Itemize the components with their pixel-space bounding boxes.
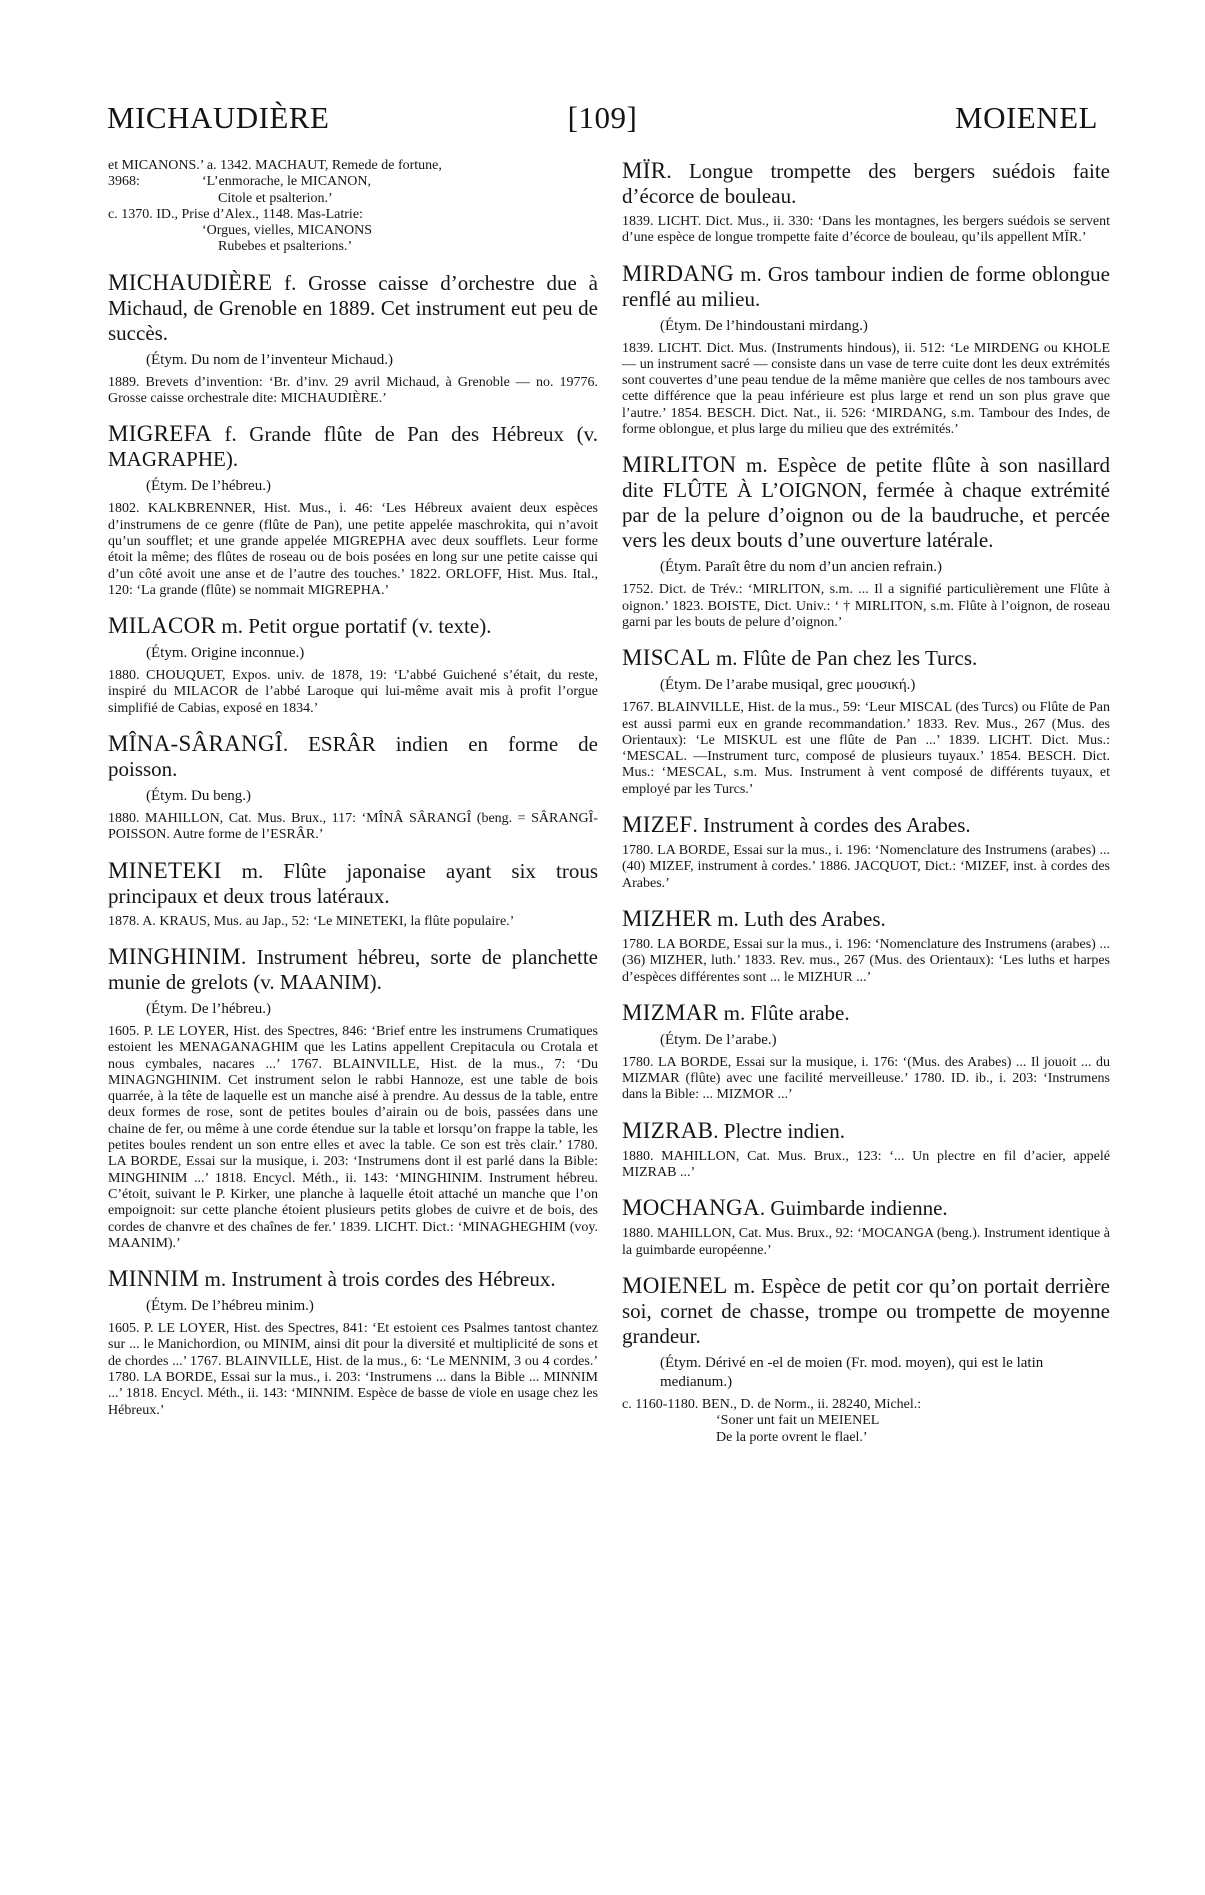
etymology: (Étym. De l’hébreu.) bbox=[146, 1000, 271, 1017]
entry-mirliton bbox=[622, 452, 1110, 631]
quoted-verse bbox=[622, 1413, 1110, 1429]
citations: 1880. MAHILLON, Cat. Mus. Brux., 117: ‘MÎNÂ SÂRANGÎ (beng. = SÂRANGÎ-POISSON. Autre forme de l’ESRÂR.’ bbox=[108, 811, 598, 843]
headword: MINNIM bbox=[108, 1266, 200, 1292]
definition: m. Espèce de petit cor qu’on portait derrière soi, cornet de chasse, trompe ou trompette de moyenne grandeur. bbox=[622, 1273, 1110, 1348]
entry-head bbox=[622, 645, 1110, 671]
entry-head bbox=[108, 731, 598, 782]
citations: 1780. LA BORDE, Essai sur la mus., i. 196: ‘Nomenclature des Instrumens (arabes) ... (40) MIZEF, instrument à cordes.’ 1886. JACQUOT, Dict.: ‘MIZEF, inst. à cordes des Arabes.’ bbox=[622, 843, 1110, 891]
definition: m. Flûte japonaise ayant six trous principaux et deux trous latéraux. bbox=[108, 858, 598, 908]
continuation-block bbox=[108, 158, 598, 256]
definition: . Longue trompette des bergers suédois faite d’écorce de bouleau. bbox=[622, 159, 1110, 208]
etymology: (Étym. De l’hindoustani mirdang.) bbox=[660, 317, 868, 334]
running-head-right: MOIENEL bbox=[955, 100, 1098, 135]
entry-mir bbox=[622, 158, 1110, 247]
entry-head bbox=[622, 158, 1110, 209]
entry-head bbox=[108, 858, 598, 909]
citations: c. 1160-1180. BEN., D. de Norm., ii. 28240, Michel.: bbox=[622, 1396, 922, 1412]
citations: 1767. BLAINVILLE, Hist. de la mus., 59: ‘Leur MISCAL (des Turcs) ou Flûte de Pan est aussi parmi eux en grande recommandation.’ 1833. Rev. Mus., 267 (Mus. des Orientaux): ‘Le MISKUL est une flûte de Pan ...’ 1839. LICHT. Dict. Mus.: ‘MESCAL. —Instrument turc, composé de plusieurs tuyaux.’ 1854. BESCH. Dict. Mus.: ‘MESCAL, s.m. Mus. Instrument à vent composé de différents tuyaux, et employé par les Turcs.’ bbox=[622, 700, 1110, 797]
entry-mizef bbox=[622, 812, 1110, 892]
quoted-verse bbox=[622, 1430, 1110, 1446]
citations: 1802. KALKBRENNER, Hist. Mus., i. 46: ‘Les Hébreux avaient deux espèces d’instrumens de ce genre (flûte de Pan), une petite appelée maschrokita, qui n’avoit qu’un soufflet; et une grande appelée MIGREPHA avec deux soufflets. Leur forme étoit la même; des flûtes de roseau ou de bois posées en long sur une petite caisse qui d’un côté avoit une anse et de l’autre des touches.’ 1822. ORLOFF, Hist. Mus. Ital., 120: ‘La grande (flûte) se nommait MIGREPHA.’ bbox=[108, 501, 598, 598]
continuation-line: c. 1370. ID., Prise d’Alex., 1148. Mas-Latrie: bbox=[108, 206, 363, 222]
verse-line: Rubebes et psalterions.’ bbox=[218, 239, 353, 255]
entry-moienel bbox=[622, 1273, 1110, 1446]
entry-mizmar bbox=[622, 1000, 1110, 1104]
definition: . Guimbarde indienne. bbox=[759, 1196, 948, 1221]
running-head-left: MICHAUDIÈRE bbox=[107, 100, 330, 135]
headword: MIZHER bbox=[622, 905, 712, 931]
definition: m. Flûte arabe. bbox=[718, 1000, 850, 1025]
headword: MIZRAB bbox=[622, 1117, 714, 1143]
entry-head bbox=[622, 906, 1110, 932]
citations: 1605. P. LE LOYER, Hist. des Spectres, 846: ‘Brief entre les instrumens Crumatiques estoient les MENAGANAGHIM que les Latins appellent Crepitacula ou Crotala et nous cymbales, nacares ...’ 1767. BLAINVILLE, Hist. de la mus., 7: ‘Du MINAGNGHINIM. Cet instrument selon le rabbi Hannoze, est une table de bois quarrée, à la tête de laquelle est un manche aisé à prendre. Au dessus de la table, entre deux formes de rose, sont de petites boules d’airain ou de bois, passées dans une chaine de fer, ou même à une corde étendue sur la table et lorsqu’on frappe la table, les petites boules rendent un son entre elles et avec la table. Ce son est très clair.’ 1780. LA BORDE, Essai sur la musique, i. 203: ‘Instrumens dont il est parlé dans la Bible: MINGHINIM ...’ 1818. Encycl. Méth., ii. 143: ‘MINGHINIM. Instrument hébreu. C’étoit, suivant le P. Kirker, une planche à laquelle étoit attaché un manche que l’on empoignoit: sur cette planche étoient plusieurs petits globes de cuivre et de bois, des cordes de chanvre et des chaînes de fer.’ 1839. LICHT. Dict.: ‘MINAGHEGHIM (voy. MAANIM).’ bbox=[108, 1023, 598, 1251]
definition: m. Instrument à trois cordes des Hébreux. bbox=[199, 1267, 556, 1292]
citations: 1780. LA BORDE, Essai sur la mus., i. 196: ‘Nomenclature des Instrumens (arabes) ... (36) MIZHER, luth.’ 1833. Rev. mus., 267 (Mus. des Orientaux): ‘Les luths et harpes d’espèces différentes sont ... le MIZHUR ...’ bbox=[622, 936, 1110, 985]
headword: MINETEKI bbox=[108, 857, 222, 883]
definition: . Plectre indien. bbox=[713, 1118, 846, 1143]
headword: MIGREFA bbox=[108, 421, 212, 447]
citations: 1880. CHOUQUET, Expos. univ. de 1878, 19: ‘L’abbé Guichené s’était, du reste, inspiré du MILACOR de l’abbé Laroque qui lui-même avait mis à profit l’orgue simplifié de Cabias, exposé en 1834.’ bbox=[108, 668, 598, 716]
etymology: (Étym. De l’hébreu.) bbox=[146, 478, 271, 495]
headword: MOIENEL bbox=[622, 1272, 728, 1298]
entry-head bbox=[622, 1000, 1110, 1026]
entry-mochanga bbox=[622, 1195, 1110, 1259]
entry-mineteki bbox=[108, 858, 598, 930]
citations: 1880. MAHILLON, Cat. Mus. Brux., 123: ‘... Un plectre en fil d’acier, appelé MIZRAB ...’ bbox=[622, 1148, 1110, 1181]
entry-michaudiere bbox=[108, 270, 598, 408]
entry-mizrab bbox=[622, 1118, 1110, 1182]
entry-miscal bbox=[622, 645, 1110, 798]
headword: MIRDANG bbox=[622, 260, 734, 286]
entry-mina-sarangi bbox=[108, 731, 598, 844]
headword: MÏR bbox=[622, 158, 667, 183]
entry-mirdang bbox=[622, 261, 1110, 439]
entry-head bbox=[622, 261, 1110, 312]
continuation-line-prefix: 3968: bbox=[108, 174, 140, 190]
verse-line: De la porte ovrent le flael.’ bbox=[716, 1429, 868, 1445]
headword: MOCHANGA bbox=[622, 1195, 760, 1221]
headword: MÎNA-SÂRANGÎ bbox=[108, 731, 283, 757]
continuation-line: et MICANONS.’ a. 1342. MACHAUT, Remede de fortune, bbox=[108, 158, 442, 173]
headword: MIZEF bbox=[622, 812, 693, 838]
entry-mizher bbox=[622, 906, 1110, 986]
entry-minghinim bbox=[108, 944, 598, 1252]
etymology: (Étym. Origine inconnue.) bbox=[146, 645, 305, 662]
headword: MICHAUDIÈRE bbox=[108, 269, 273, 295]
definition: . Instrument hébreu, sorte de planchette munie de grelots (v. MAANIM). bbox=[108, 944, 598, 994]
entry-head bbox=[622, 1195, 1110, 1221]
citations: 1780. LA BORDE, Essai sur la musique, i. 176: ‘(Mus. des Arabes) ... Il jouoit ... du MIZMAR (flûte) avec une facilité merveilleuse.’ 1780. ID. ib., i. 203: ‘Instrumens dans la Bible: ... MIZMOR ...’ bbox=[622, 1054, 1110, 1103]
continuation-verse-line bbox=[108, 239, 598, 255]
headword: MINGHINIM bbox=[108, 943, 242, 969]
verse-line: ‘Soner unt fait un MEIENEL bbox=[716, 1413, 880, 1429]
entry-head bbox=[108, 944, 598, 995]
definition: m. Luth des Arabes. bbox=[711, 906, 886, 931]
continuation-verse-line bbox=[108, 191, 598, 207]
definition: m. Espèce de petite flûte à son nasillard dite FLÛTE À L’OIGNON, fermée à chaque extrémité par de la pelure d’oignon ou de la baudruche, et percée vers les deux bouts d’une ouverture latérale. bbox=[622, 453, 1110, 553]
entry-head bbox=[622, 1273, 1110, 1349]
entry-head bbox=[108, 270, 598, 346]
etymology: (Étym. De l’arabe musiqal, grec μουσική.) bbox=[660, 677, 916, 694]
definition: . Instrument à cordes des Arabes. bbox=[692, 813, 971, 838]
verse-line: Citole et psalterion.’ bbox=[218, 190, 333, 206]
page-number: [109] bbox=[567, 100, 638, 135]
entry-head bbox=[622, 452, 1110, 553]
etymology: (Étym. Paraît être du nom d’un ancien refrain.) bbox=[660, 559, 942, 576]
headword: MISCAL bbox=[622, 645, 711, 671]
citations: 1605. P. LE LOYER, Hist. des Spectres, 841: ‘Et estoient ces Psalmes tantost chantez sur ... le Manichordion, ou MINIM, ainsi dit pour la diversité et multiplicité de sons et de chordes ...’ 1767. BLAINVILLE, Hist. de la mus., 6: ‘Le MENNIM, 3 ou 4 cordes.’ 1780. LA BORDE, Essai sur la mus., i. 203: ‘Instrumens ... dans la Bible ... MINNIM ...’ 1818. Encycl. Méth., ii. 143: ‘MINNIM. Espèce de basse de viole en usage chez les Hébreux.’ bbox=[108, 1321, 598, 1418]
headword: MILACOR bbox=[108, 613, 217, 639]
citations: 1752. Dict. de Trév.: ‘MIRLITON, s.m. ... Il a signifié particulièrement une Flûte à oignon.’ 1823. BOISTE, Dict. Univ.: ‘ † MIRLITON, s.m. Flûte à l’oignon, de roseau garni par les bouts de pelure d’oignon.’ bbox=[622, 582, 1110, 630]
entry-migrefa bbox=[108, 421, 598, 599]
continuation-verse-line bbox=[108, 174, 598, 190]
etymology: (Étym. De l’arabe.) bbox=[660, 1031, 777, 1048]
headword: MIZMAR bbox=[622, 999, 719, 1025]
etymology: (Étym. Dérivé en -el de moien (Fr. mod. moyen), qui est le latin medianum.) bbox=[660, 1354, 1044, 1390]
etymology: (Étym. Du beng.) bbox=[146, 788, 251, 805]
running-head bbox=[107, 100, 1098, 150]
citations: 1880. MAHILLON, Cat. Mus. Brux., 92: ‘MOCANGA (beng.). Instrument identique à la guimbarde européenne.’ bbox=[622, 1226, 1110, 1258]
definition: f. Grosse caisse d’orchestre due à Michaud, de Grenoble en 1889. Cet instrument eut peu de succès. bbox=[108, 270, 598, 345]
definition: f. Grande flûte de Pan des Hébreux (v. MAGRAPHE). bbox=[108, 422, 598, 472]
right-column bbox=[622, 158, 1110, 1460]
definition: . ESRÂR indien en forme de poisson. bbox=[108, 732, 598, 782]
entry-head bbox=[108, 421, 598, 472]
entry-head bbox=[622, 1118, 1110, 1144]
citations: 1878. A. KRAUS, Mus. au Jap., 52: ‘Le MINETEKI, la flûte populaire.’ bbox=[108, 913, 515, 929]
entry-head bbox=[622, 812, 1110, 838]
citations: 1839. LICHT. Dict. Mus., ii. 330: ‘Dans les montagnes, les bergers suédois se servent d’une espèce de longue trompette faite d’écorce de bouleau, qu’ils appellent MÏR.’ bbox=[622, 214, 1110, 246]
etymology: (Étym. Du nom de l’inventeur Michaud.) bbox=[146, 351, 394, 368]
headword: MIRLITON bbox=[622, 452, 737, 478]
left-column bbox=[108, 158, 598, 1433]
entry-minnim bbox=[108, 1266, 598, 1419]
verse-line: ‘L’enmorache, le MICANON, bbox=[202, 174, 371, 190]
definition: m. Petit orgue portatif (v. texte). bbox=[216, 614, 492, 639]
entry-milacor bbox=[108, 613, 598, 717]
citations: 1889. Brevets d’invention: ‘Br. d’inv. 29 avril Michaud, à Grenoble — no. 19776. Grosse caisse orchestrale dite: MICHAUDIÈRE.’ bbox=[108, 374, 598, 407]
etymology: (Étym. De l’hébreu minim.) bbox=[146, 1298, 314, 1315]
continuation-verse-line bbox=[108, 223, 598, 239]
citations: 1839. LICHT. Dict. Mus. (Instruments hindous), ii. 512: ‘Le MIRDENG ou KHOLE — un instrument sacré — consiste dans un vase de terre cuite dont les deux extrémités sont couvertes d’une peau tendue de la même manière que celles de nos tambours avec cette différence que la peau inférieure est plus large et rend un son plus grave que l’autre.’ 1854. BESCH. Dict. Nat., ii. 526: ‘MIRDANG, s.m. Tambour des Indes, de forme oblongue, et plus large du milieu que des extrémités.’ bbox=[622, 340, 1110, 438]
definition: m. Flûte de Pan chez les Turcs. bbox=[710, 646, 978, 671]
verse-line: ‘Orgues, vielles, MICANONS bbox=[202, 223, 373, 239]
entry-head bbox=[108, 613, 598, 639]
definition: m. Gros tambour indien de forme oblongue renflé au milieu. bbox=[622, 261, 1110, 311]
entry-head bbox=[108, 1266, 598, 1292]
